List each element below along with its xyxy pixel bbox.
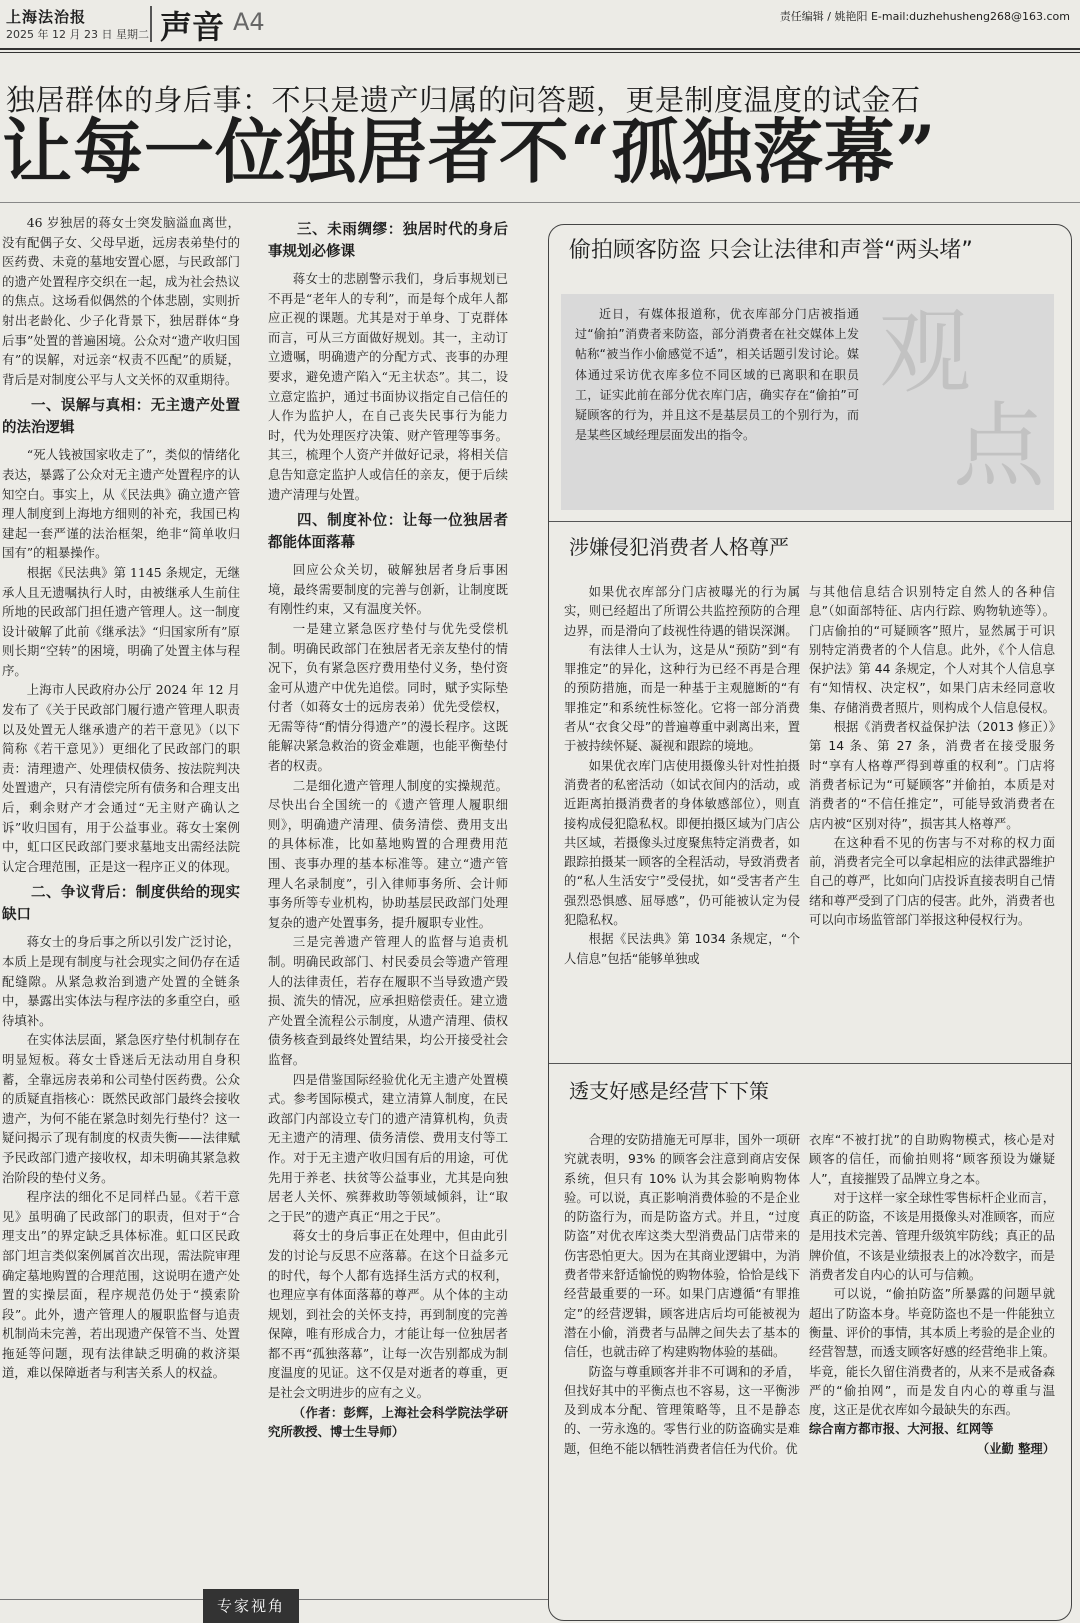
paragraph: 防盗与尊重顾客并非不可调和的矛盾，但找好其中的平衡点也不容易，这一平衡涉及到成本分配、管理策略等，且不是静态的、一劳永逸的。零售行业的防盗确实是难题，但绝不能以牺牲消费者信任为代价。优 [564, 1364, 800, 1456]
section-heading: 一、误解与真相：无主遗产处置的法治逻辑 [2, 398, 240, 437]
headline-kicker: 独居群体的身后事：不只是遗产归属的问答题，更是制度温度的试金石 [6, 83, 921, 117]
page-number: A4 [233, 8, 265, 36]
footer-tab: 专家视角 [203, 1589, 299, 1623]
sub2-column-b [809, 1131, 1055, 1613]
paragraph: 蒋女士的身后事之所以引发广泛讨论，本质上是现有制度与社会现实之间仍存在适配缝隙。从紧急救治到遗产处置的全链条中，暴露出实体法与程序法的多重空白，亟待填补。 [2, 934, 240, 1028]
paragraph: 回应公众关切，破解独居者身后事困境，最终需要制度的完善与创新，让制度既有刚性约束，又有温度关怀。 [268, 562, 508, 617]
paragraph: 如果优衣库部分门店被曝光的行为属实，则已经超出了所谓公共监控预防的合理边界，而是滑向了歧视性待遇的错误深渊。 [564, 585, 800, 638]
paragraph: 三是完善遗产管理人的监督与追责机制。明确民政部门、村民委员会等遗产管理人的法律责任，若存在履职不当导致遗产毁损、流失的情况，应承担赔偿责任。建立遗产处置全流程公示制度，从遗产清理、债权债务核查到最终处置结果，均公开接受社会监督。 [268, 934, 508, 1067]
paragraph: 二是细化遗产管理人制度的实操规范。尽快出台全国统一的《遗产管理人履职细则》，明确遗产清理、债务清偿、费用支出的具体标准，比如墓地购置的合理费用范围、丧事办理的基本标准等。建立“遗产管理人名录制度”，引入律师事务所、会计师事务所等专业机构，协助基层民政部门处理复杂的遗产处置事务，提升履职专业性。 [268, 777, 508, 930]
section-heading: 四、制度补位：让每一位独居者都能体面落幕 [268, 513, 508, 552]
intro-text: 近日，有媒体报道称，优衣库部分门店被指通过“偷拍”消费者来防盗，部分消费者在社交媒体上发帖称“被当作小偷感觉不适”，相关话题引发讨论。媒体通过采访优衣库多位不同区域的已离职和在职员工，证实此前在部分优衣库门店，确实存在“偷拍”可疑顾客的行为，并且这不是基层员工的个别行为，而是某些区域经理层面发出的指令。 [575, 307, 859, 443]
paragraph: 如果优衣库门店使用摄像头针对性拍摄消费者的私密活动（如试衣间内的活动，或近距离拍摄消费者的身体敏感部位），则直接构成侵犯隐私权。即便拍摄区域为门店公共区域，若摄像头过度聚焦特定消费者，如跟踪拍摄某一顾客的全程活动，导致消费者的“私人生活安宁”受侵扰，如“受害者产生强烈恐惧感、屈辱感”，仍可能被认定为侵犯隐私权。 [564, 758, 800, 928]
sub1-column-b [809, 583, 1055, 1045]
editor-info: 责任编辑 / 姚艳阳 E-mail:duzhehusheng268@163.com [779, 10, 1070, 23]
opinion-panel [548, 224, 1072, 1621]
paragraph: “死人钱被国家收走了”，类似的情绪化表达，暴露了公众对无主遗产处置程序的认知空白。事实上，从《民法典》确立遗产管理人制度到上海地方细则的补充，我国已构建起一套严谨的法治框架，绝非“简单收归国有”的粗暴操作。 [2, 447, 240, 561]
paragraph: 在这种看不见的伤害与不对称的权力面前，消费者完全可以拿起相应的法律武器维护自己的尊严，比如向门店投诉直接表明自己情绪和尊严受到了门店的侵害。此外，消费者也可以向市场监管部门举报这种侵权行为。 [809, 835, 1055, 928]
paragraph: 可以说，“偷拍防盗”所暴露的问题早就超出了防盗本身。毕竟防盗也不是一件能独立衡量、评价的事情，其本质上考验的是企业的经营智慧，而透支顾客好感的经营绝非上策。毕竟，能长久留住消费者的，从来不是戒备森严的“偷拍网”，而是发自内心的尊重与温度，这正是优衣库如今最缺失的东西。 [809, 1287, 1055, 1418]
paragraph: 一是建立紧急医疗垫付与优先受偿机制。明确民政部门在独居者无亲友垫付的情况下，负有紧急医疗费用垫付义务，垫付资金可从遗产中优先追偿。同时，赋予实际垫付者（如蒋女士的远房表弟）优先受偿权，无需等待“酌情分得遗产”的漫长程序。这既能解决紧急救治的资金难题，也能平衡垫付者的权责。 [268, 620, 508, 774]
intro-box [561, 294, 1054, 510]
sub1-column-a [564, 583, 800, 1045]
article-column-1 [2, 213, 240, 1593]
article-column-2 [268, 213, 508, 1593]
section-heading: 二、争议背后：制度供给的现实缺口 [2, 885, 240, 924]
footer-rule [299, 1599, 548, 1600]
paragraph: 合理的安防措施无可厚非，国外一项研究就表明，93% 的顾客会注意到商店安保系统，但只有 10% 认为其会影响购物体验。可以说，真正影响消费体验的不是企业的防盗行为，而是防盗方式。并且，“过度防盗”对优衣库这类大型消费品门店带来的伤害恐怕更大。因为在其商业逻辑中，为消费者带来舒适愉悦的购物体验，恰恰是线下经营最重要的一环。如果门店遵循“有罪推定”的经营逻辑，顾客进店后均可能被视为潜在小偷，消费者与品牌之间失去了基本的信任，也就击碎了构建购物体验的基础。 [564, 1133, 800, 1360]
credit-line [809, 1420, 1055, 1456]
panel-title: 偷拍顾客防盗 只会让法律和声誉“两头堵” [569, 238, 973, 263]
paragraph: 衣库“不被打扰”的自助购物模式，核心是对顾客的信任，而偷拍则将“顾客预设为嫌疑人”，直接摧毁了品牌立身之本。 [809, 1133, 1055, 1186]
paragraph: 程序法的细化不足同样凸显。《若干意见》虽明确了民政部门的职责，但对于“合理支出”的界定缺乏具体标准。虹口区民政部门坦言类似案例属首次出现，需法院审理确定墓地购置的合理范围，这说明在遗产处置的实操层面，程序规范仍处于“摸索阶段”。此外，遗产管理人的履职监督与追责机制尚未完善，若出现遗产保管不当、处置拖延等问题，现有法律缺乏明确的救济渠道，难以保障逝者与利害关系人的权益。 [2, 1189, 240, 1381]
paragraph: 根据《消费者权益保护法（2013 修正）》第 14 条、第 27 条，消费者在接受服务时“享有人格尊严得到尊重的权利”。门店将消费者标记为“可疑顾客”并偷拍，本质是对消费者的“不信任推定”，可能导致消费者在店内被“区别对待”，损害其人格尊严。 [809, 720, 1055, 831]
footer-rule [0, 1599, 203, 1600]
section-heading: 三、未雨绸缪：独居时代的身后事规划必修课 [268, 222, 508, 260]
paragraph: 对于这样一家全球性零售标杆企业而言，真正的防盗，不该是用摄像头对准顾客，而应是用技术完善、管理升级筑牢防线；真正的品牌价值，不该是业绩报表上的冰冷数字，而是消费者发自内心的认可与信赖。 [809, 1190, 1055, 1283]
credit-source: 综合南方都市报、大河报、红网等 [809, 1422, 994, 1437]
headline-rule [0, 202, 1080, 203]
author-byline: （作者：彭辉，上海社会科学院法学研究所教授、博士生导师） [268, 1404, 508, 1440]
page-title: 让每一位独居者不“孤独落幕” [2, 110, 937, 193]
paragraph: 四是借鉴国际经验优化无主遗产处置模式。参考国际模式，建立清算人制度，在民政部门内部设立专门的遗产清算机构，负责无主遗产的清理、债务清偿、费用支付等工作。对于无主遗产收归国有后的用途，可优先用于养老、扶贫等公益事业，尤其是向独居老人关怀、殡葬救助等领域倾斜，让“取之于民”的遗产真正“用之于民”。 [268, 1071, 508, 1224]
masthead-rule-thin [0, 52, 1080, 53]
issue-date: 2025 年 12 月 23 日 星期二 [6, 28, 149, 41]
paper-logo: 上海法治报 [6, 8, 87, 26]
paragraph: 蒋女士的悲剧警示我们，身后事规划已不再是“老年人的专利”，而是每个成年人都应正视的课题。尤其是对于单身、丁克群体而言，可从三方面做好规划。其一，主动订立遗嘱，明确遗产的分配方式、丧事的办理要求，避免遗产陷入“无主状态”。其二，设立意定监护，通过书面协议指定自己信任的人作为监护人，在自己丧失民事行为能力时，代为处理医疗决策、财产管理等事务。其三，梳理个人资产并做好记录，将相关信息告知意定监护人或信任的亲友，便于后续遗产清理与处置。 [268, 271, 508, 502]
subsection-title: 涉嫌侵犯消费者人格尊严 [569, 535, 789, 559]
watermark-char: 点 [953, 393, 1046, 500]
masthead-divider [150, 6, 152, 42]
sub2-column-a [564, 1131, 800, 1613]
masthead-rule [0, 48, 1080, 50]
paragraph: 46 岁独居的蒋女士突发脑溢血离世，没有配偶子女、父母早逝，远房表弟垫付的医药费、未竟的墓地安置心愿，与民政部门的遗产处置程序交织在一起，成为社会热议的焦点。这场看似偶然的个体悲剧，实则折射出老龄化、少子化背景下，独居群体“身后事”处置的普遍困境。公众对“遗产收归国有”的误解，对远亲“权责不匹配”的质疑，背后是对制度公平与人文关怀的双重期待。 [2, 215, 240, 387]
watermark-char: 观 [879, 299, 972, 406]
paragraph: 在实体法层面，紧急医疗垫付机制存在明显短板。蒋女士昏迷后无法动用自身积蓄，全靠远房表弟和公司垫付医药费。公众的质疑直指核心：既然民政部门最终会接收遗产，为何不能在紧急时刻先行垫付？这一疑问揭示了现有制度的权责失衡——法律赋予民政部门遗产接收权，却未明确其紧急救治阶段的垫付义务。 [2, 1032, 240, 1185]
paragraph: 蒋女士的身后事正在处理中，但由此引发的讨论与反思不应落幕。在这个日益多元的时代，每个人都有选择生活方式的权利，也理应享有体面落幕的尊严。从个体的主动规划，到社会的关怀支持，再到制度的完善保障，唯有形成合力，才能让每一位独居者都不再“孤独落幕”，让每一次告别都成为制度温度的见证。这不仅是对逝者的尊重，更是社会文明进步的应有之义。 [268, 1228, 508, 1401]
paragraph: 根据《民法典》第 1034 条规定，“个人信息”包括“能够单独或 [564, 932, 800, 966]
masthead [0, 0, 1080, 50]
paragraph: 上海市人民政府办公厅 2024 年 12 月发布了《关于民政部门履行遗产管理人职责以及处置无人继承遗产的若干意见》（以下简称《若干意见》）更细化了民政部门的职责：清理遗产、处理债权债务、按法院判决处置遗产，只有清偿完所有债务和合理支出后，剩余财产才会通过“无主财产确认之诉”收归国有，用于公益事业。蒋女士案例中，虹口区民政部门要求墓地支出需经法院认定合理范围，正是这一程序正义的体现。 [2, 682, 240, 874]
paragraph: 与其他信息结合识别特定自然人的各种信息”（如面部特征、店内行踪、购物轨迹等）。门店偷拍的“可疑顾客”照片，显然属于可识别特定消费者的个人信息。此外，《个人信息保护法》第 44 条规定，个人对其个人信息享有“知情权、决定权”，如果门店未经同意收集、存储消费者照片，则构成个人信息侵权。 [809, 585, 1055, 715]
paragraph: 根据《民法典》第 1145 条规定，无继承人且无遗嘱执行人时，由被继承人生前住所地的民政部门担任遗产管理人。这一制度设计破解了此前《继承法》“归国家所有”原则长期“空转”的困境，明确了处置主体与程序。 [2, 564, 240, 678]
divider [549, 521, 1071, 522]
paragraph: 有法律人士认为，这是从“预防”到“有罪推定”的异化，这种行为已经不再是合理的预防措施，而是一种基于主观臆断的“有罪推定”和系统性标签化。它将一部分消费者从“衣食父母”的普遍尊重中剥离出来，置于被持续怀疑、凝视和跟踪的境地。 [564, 642, 800, 754]
subsection-title: 透支好感是经营下下策 [569, 1079, 769, 1103]
section-name: 声音 [160, 8, 225, 46]
divider [549, 1063, 1071, 1064]
credit-editor: （业勤 整理） [976, 1441, 1055, 1456]
